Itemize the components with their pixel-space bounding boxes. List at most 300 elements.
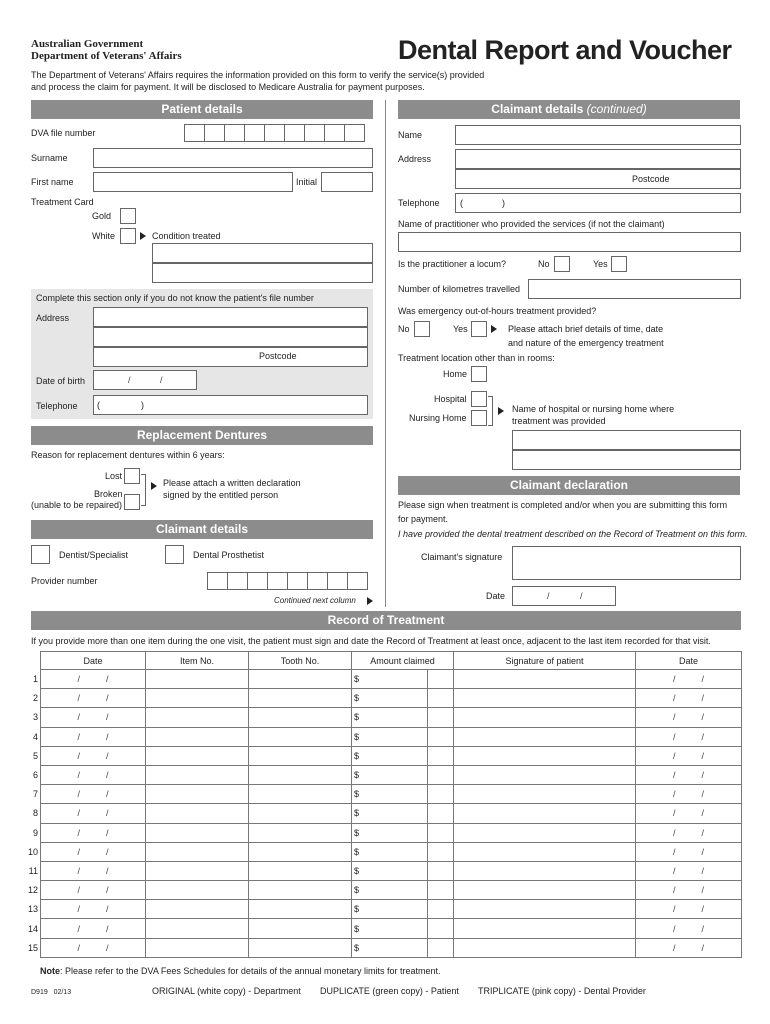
cents-cell[interactable]	[428, 842, 454, 861]
row-number: 6	[32, 770, 38, 780]
hosp-name-input-2[interactable]	[512, 450, 741, 470]
dentures-reason: Reason for replacement dentures within 6 years:	[31, 450, 225, 460]
cents-cell[interactable]	[428, 881, 454, 900]
provider-input[interactable]	[208, 572, 368, 590]
item-cell[interactable]	[146, 861, 249, 880]
locum-yes-label: Yes	[593, 259, 608, 269]
gov-line2: Department of Veterans' Affairs	[31, 50, 182, 62]
decl-date-label: Date	[486, 591, 506, 601]
dentures-attach-2: signed by the entitled person	[163, 490, 279, 500]
date-cell-2[interactable]	[636, 746, 742, 765]
dva-file-label: DVA file number	[31, 128, 96, 138]
broken-label: Broken	[94, 489, 123, 499]
claimant-cont-heading	[398, 100, 740, 119]
date-sep: /	[77, 865, 80, 876]
record-table	[40, 651, 742, 958]
amount-cell[interactable]	[352, 938, 428, 957]
cc-tel-open: (	[460, 198, 463, 208]
date-sep: /	[77, 808, 80, 819]
location-bracket	[488, 396, 493, 426]
declaration-italic: I have provided the dental treatment described on the Record of Treatment on this form.	[398, 529, 748, 539]
dollar-sign: $	[354, 750, 360, 761]
table-row	[41, 804, 742, 823]
cents-cell[interactable]	[428, 765, 454, 784]
signature-cell[interactable]	[454, 881, 636, 900]
cc-address-label: Address	[398, 154, 432, 164]
tooth-cell[interactable]	[249, 919, 352, 938]
date-sep: /	[77, 789, 80, 800]
white-checkbox[interactable]	[120, 228, 136, 244]
practitioner-input[interactable]	[398, 232, 741, 252]
signature-cell[interactable]	[454, 804, 636, 823]
tooth-cell[interactable]	[249, 670, 352, 689]
date-sep: /	[77, 712, 80, 723]
signature-cell[interactable]	[454, 765, 636, 784]
date-sep: /	[672, 750, 676, 761]
em-no-label: No	[398, 324, 410, 334]
amount-cell[interactable]	[352, 842, 428, 861]
date-cell[interactable]	[41, 842, 146, 861]
lost-checkbox[interactable]	[124, 468, 140, 484]
date-cell-2[interactable]	[636, 689, 742, 708]
decl-date-input[interactable]	[512, 586, 616, 606]
dollar-sign: $	[354, 846, 360, 857]
date-sep: /	[106, 731, 109, 742]
signature-label: Claimant's signature	[421, 552, 503, 562]
item-cell[interactable]	[146, 804, 249, 823]
em-yes-checkbox[interactable]	[471, 321, 487, 337]
gold-label: Gold	[92, 211, 112, 221]
em-attach-2: and nature of the emergency treatment	[508, 338, 664, 348]
white-label: White	[92, 231, 116, 241]
date-cell[interactable]	[41, 823, 146, 842]
signature-input[interactable]	[512, 546, 741, 580]
initial-label: Initial	[296, 177, 318, 187]
date-sep: /	[701, 693, 705, 704]
intro-line1: The Department of Veterans' Affairs requires the information provided on this form to verify the service(s) provided	[31, 70, 485, 80]
signature-cell[interactable]	[454, 861, 636, 880]
item-cell[interactable]	[146, 842, 249, 861]
continued-label: Continued next column	[274, 596, 356, 605]
item-cell[interactable]	[146, 938, 249, 957]
condition-input-2[interactable]	[152, 263, 373, 283]
date-sep: /	[672, 885, 676, 896]
row-number: 11	[28, 866, 38, 876]
cents-cell[interactable]	[428, 861, 454, 880]
date-sep: /	[672, 674, 676, 685]
date-cell-2[interactable]	[636, 842, 742, 861]
row-number: 2	[32, 693, 38, 704]
cents-cell[interactable]	[428, 746, 454, 765]
date-sep: /	[106, 904, 109, 915]
dollar-sign: $	[354, 712, 360, 723]
amount-cell[interactable]	[352, 785, 428, 804]
date-cell[interactable]	[41, 765, 146, 784]
arrow-icon	[498, 407, 504, 415]
arrow-icon	[367, 597, 373, 605]
date-sep: /	[106, 923, 109, 934]
patient-telephone-input[interactable]	[93, 395, 368, 415]
item-cell[interactable]	[146, 881, 249, 900]
table-row	[41, 823, 742, 842]
dollar-sign: $	[354, 885, 360, 896]
condition-input-1[interactable]	[152, 243, 373, 263]
amount-cell[interactable]	[352, 823, 428, 842]
dollar-sign: $	[354, 693, 360, 704]
dentist-label: Dentist/Specialist	[59, 550, 129, 560]
table-row	[41, 765, 742, 784]
item-cell[interactable]	[146, 919, 249, 938]
decl-date-sep-2: /	[580, 591, 583, 601]
date-cell[interactable]	[41, 785, 146, 804]
cents-cell[interactable]	[428, 670, 454, 689]
tel-open: (	[97, 400, 100, 410]
dollar-sign: $	[354, 865, 360, 876]
row-number: 7	[32, 789, 38, 800]
row-number: 1	[32, 674, 38, 684]
date-cell-2[interactable]	[636, 785, 742, 804]
cents-cell[interactable]	[428, 689, 454, 708]
row-number: 4	[32, 731, 38, 742]
gov-line1: Australian Government	[31, 38, 144, 50]
row-number: 10	[27, 846, 38, 857]
date-sep: /	[701, 904, 705, 915]
row-number: 8	[32, 808, 38, 819]
patient-details-heading: Patient details	[31, 100, 373, 119]
prosthetist-label: Dental Prosthetist	[193, 550, 265, 560]
item-cell[interactable]	[146, 823, 249, 842]
address-input-1[interactable]	[93, 307, 368, 327]
tooth-cell[interactable]	[249, 823, 352, 842]
decl-date-sep-1: /	[547, 591, 550, 601]
arrow-icon	[491, 325, 497, 333]
col-item: Item No.	[146, 652, 249, 670]
gold-checkbox[interactable]	[120, 208, 136, 224]
amount-cell[interactable]	[352, 900, 428, 919]
signature-cell[interactable]	[454, 689, 636, 708]
date-cell-2[interactable]	[636, 670, 742, 689]
km-input[interactable]	[528, 279, 741, 299]
row-number: 5	[32, 750, 38, 761]
surname-label: Surname	[31, 153, 68, 163]
date-sep: /	[672, 789, 676, 800]
amount-cell[interactable]	[352, 708, 428, 727]
dva-file-input[interactable]	[185, 124, 365, 142]
date-cell-2[interactable]	[636, 727, 742, 746]
col-signature: Signature of patient	[454, 652, 636, 670]
condition-label: Condition treated	[152, 231, 221, 241]
row-number: 14	[27, 923, 38, 934]
date-sep: /	[106, 865, 109, 876]
complete-note: Complete this section only if you do not know the patient's file number	[36, 293, 314, 303]
locum-yes-checkbox[interactable]	[611, 256, 627, 272]
date-sep: /	[701, 808, 705, 819]
date-cell-2[interactable]	[636, 919, 742, 938]
date-sep: /	[106, 789, 109, 800]
broken-checkbox[interactable]	[124, 494, 140, 510]
cents-cell[interactable]	[428, 727, 454, 746]
item-cell[interactable]	[146, 765, 249, 784]
amount-cell[interactable]	[352, 689, 428, 708]
date-cell-2[interactable]	[636, 861, 742, 880]
date-sep: /	[701, 846, 705, 857]
location-label: Treatment location other than in rooms:	[398, 353, 555, 363]
date-cell-2[interactable]	[636, 708, 742, 727]
signature-cell[interactable]	[454, 708, 636, 727]
hosp-name-input-1[interactable]	[512, 430, 741, 450]
home-checkbox[interactable]	[471, 366, 487, 382]
copy-original: ORIGINAL (white copy) - Department	[152, 986, 301, 996]
date-sep: /	[106, 846, 109, 857]
claimant-cont-heading-text: Claimant details	[491, 102, 584, 116]
date-sep: /	[77, 904, 80, 915]
tooth-cell[interactable]	[249, 881, 352, 900]
cents-cell[interactable]	[428, 823, 454, 842]
tooth-cell[interactable]	[249, 842, 352, 861]
cents-cell[interactable]	[428, 919, 454, 938]
arrow-icon	[140, 232, 146, 240]
date-cell[interactable]	[41, 861, 146, 880]
amount-cell[interactable]	[352, 861, 428, 880]
date-sep: /	[672, 712, 676, 723]
tooth-cell[interactable]	[249, 727, 352, 746]
date-sep: /	[77, 770, 80, 781]
table-row	[41, 900, 742, 919]
date-sep: /	[672, 865, 676, 876]
dob-input[interactable]	[93, 370, 197, 390]
copy-triplicate: TRIPLICATE (pink copy) - Dental Provider	[478, 986, 646, 996]
table-row	[41, 727, 742, 746]
col-date-2: Date	[636, 652, 742, 670]
date-sep: /	[77, 731, 80, 742]
date-cell[interactable]	[41, 708, 146, 727]
tooth-cell[interactable]	[249, 804, 352, 823]
em-attach-1: Please attach brief details of time, date	[508, 324, 664, 334]
signature-cell[interactable]	[454, 900, 636, 919]
nursing-checkbox[interactable]	[471, 410, 487, 426]
page-title: Dental Report and Voucher	[398, 35, 732, 65]
tooth-cell[interactable]	[249, 861, 352, 880]
tooth-cell[interactable]	[249, 785, 352, 804]
signature-cell[interactable]	[454, 842, 636, 861]
signature-cell[interactable]	[454, 727, 636, 746]
date-cell[interactable]	[41, 900, 146, 919]
table-row	[41, 670, 742, 689]
row-number: 15	[27, 942, 38, 953]
date-sep: /	[106, 885, 109, 896]
tooth-cell[interactable]	[249, 708, 352, 727]
col-date: Date	[41, 652, 146, 670]
locum-no-label: No	[538, 259, 550, 269]
cents-cell[interactable]	[428, 938, 454, 957]
table-row	[41, 938, 742, 957]
declaration-heading: Claimant declaration	[398, 476, 740, 495]
dentures-bracket	[141, 474, 146, 506]
date-sep: /	[701, 827, 705, 838]
col-tooth: Tooth No.	[249, 652, 352, 670]
hosp-name-1: Name of hospital or nursing home where	[512, 404, 675, 414]
cc-address-input-2[interactable]	[455, 169, 741, 189]
date-sep: /	[77, 846, 80, 857]
dollar-sign: $	[354, 904, 360, 915]
amount-cell[interactable]	[352, 765, 428, 784]
date-cell[interactable]	[41, 804, 146, 823]
date-sep: /	[106, 674, 109, 685]
date-cell[interactable]	[41, 881, 146, 900]
dollar-sign: $	[354, 674, 360, 685]
em-yes-label: Yes	[453, 324, 468, 334]
date-cell[interactable]	[41, 938, 146, 957]
cents-cell[interactable]	[428, 900, 454, 919]
cents-cell[interactable]	[428, 785, 454, 804]
date-sep: /	[77, 750, 80, 761]
date-cell-2[interactable]	[636, 823, 742, 842]
date-sep: /	[106, 712, 109, 723]
date-sep: /	[701, 942, 705, 953]
table-row	[41, 708, 742, 727]
date-sep: /	[701, 789, 705, 800]
signature-cell[interactable]	[454, 823, 636, 842]
row-number: 3	[32, 712, 38, 723]
table-row	[41, 842, 742, 861]
item-cell[interactable]	[146, 785, 249, 804]
date-sep: /	[106, 770, 109, 781]
item-cell[interactable]	[146, 689, 249, 708]
form-code: D919 02/13	[31, 989, 72, 996]
cents-cell[interactable]	[428, 804, 454, 823]
cc-address-input-1[interactable]	[455, 149, 741, 169]
tooth-cell[interactable]	[249, 900, 352, 919]
tooth-cell[interactable]	[249, 765, 352, 784]
cc-name-label: Name	[398, 130, 423, 140]
address-label: Address	[36, 313, 70, 323]
table-row	[41, 785, 742, 804]
initial-input[interactable]	[321, 172, 373, 192]
dollar-sign: $	[354, 770, 360, 781]
prosthetist-checkbox[interactable]	[165, 545, 184, 564]
first-name-input[interactable]	[93, 172, 293, 192]
amount-cell[interactable]	[352, 881, 428, 900]
em-no-checkbox[interactable]	[414, 321, 430, 337]
amount-cell[interactable]	[352, 727, 428, 746]
date-cell-2[interactable]	[636, 804, 742, 823]
date-sep: /	[77, 674, 80, 685]
date-sep: /	[701, 750, 705, 761]
signature-cell[interactable]	[454, 785, 636, 804]
tooth-cell[interactable]	[249, 689, 352, 708]
amount-cell[interactable]	[352, 804, 428, 823]
table-row	[41, 861, 742, 880]
patient-telephone-label: Telephone	[36, 401, 78, 411]
lost-label: Lost	[105, 471, 123, 481]
hospital-checkbox[interactable]	[471, 391, 487, 407]
signature-cell[interactable]	[454, 938, 636, 957]
claimant-details-heading: Claimant details	[31, 520, 373, 539]
column-divider	[385, 100, 386, 607]
date-sep: /	[701, 712, 705, 723]
signature-cell[interactable]	[454, 670, 636, 689]
date-sep: /	[77, 693, 80, 704]
date-sep: /	[701, 923, 705, 934]
date-sep: /	[672, 846, 676, 857]
dentures-attach-1: Please attach a written declaration	[163, 478, 301, 488]
note-bold: Note	[40, 966, 60, 976]
date-sep: /	[672, 731, 676, 742]
date-sep: /	[77, 923, 80, 934]
dentures-heading: Replacement Dentures	[31, 426, 373, 445]
table-row	[41, 746, 742, 765]
date-cell-2[interactable]	[636, 900, 742, 919]
practitioner-label: Name of practitioner who provided the services (if not the claimant)	[398, 219, 665, 229]
date-cell-2[interactable]	[636, 881, 742, 900]
tooth-cell[interactable]	[249, 746, 352, 765]
record-note: If you provide more than one item during the one visit, the patient must sign and date the Record of Treatment at least once, adjacent to the last item recorded for that visit.	[31, 636, 711, 646]
date-cell-2[interactable]	[636, 765, 742, 784]
postcode-label: Postcode	[259, 351, 297, 361]
intro-line2: and process the claim for payment. It will be disclosed to Medicare Australia for payment purposes.	[31, 82, 425, 92]
date-cell[interactable]	[41, 670, 146, 689]
cc-name-input[interactable]	[455, 125, 741, 145]
row-number: 13	[27, 904, 38, 915]
date-cell[interactable]	[41, 919, 146, 938]
broken-note: (unable to be repaired)	[31, 500, 123, 510]
locum-label: Is the practitioner a locum?	[398, 259, 507, 269]
amount-cell[interactable]	[352, 919, 428, 938]
item-cell[interactable]	[146, 900, 249, 919]
amount-cell[interactable]	[352, 746, 428, 765]
date-sep: /	[701, 885, 705, 896]
dentist-checkbox[interactable]	[31, 545, 50, 564]
date-cell[interactable]	[41, 689, 146, 708]
cc-telephone-input[interactable]	[455, 193, 741, 213]
address-input-2[interactable]	[93, 327, 368, 347]
arrow-icon	[151, 482, 157, 490]
locum-no-checkbox[interactable]	[554, 256, 570, 272]
date-cell[interactable]	[41, 727, 146, 746]
date-sep: /	[106, 808, 109, 819]
tooth-cell[interactable]	[249, 938, 352, 957]
item-cell[interactable]	[146, 727, 249, 746]
treatment-card-label: Treatment Card	[31, 197, 94, 207]
surname-input[interactable]	[93, 148, 373, 168]
item-cell[interactable]	[146, 708, 249, 727]
item-cell[interactable]	[146, 670, 249, 689]
dollar-sign: $	[354, 923, 360, 934]
dollar-sign: $	[354, 827, 360, 838]
declaration-line2: for payment.	[398, 514, 449, 524]
dob-sep-1: /	[128, 375, 131, 385]
col-amount: Amount claimed	[352, 652, 454, 670]
date-cell[interactable]	[41, 746, 146, 765]
date-sep: /	[672, 770, 676, 781]
declaration-line1: Please sign when treatment is completed and/or when you are submitting this form	[398, 500, 728, 510]
dollar-sign: $	[354, 808, 360, 819]
date-cell-2[interactable]	[636, 938, 742, 957]
signature-cell[interactable]	[454, 746, 636, 765]
address-input-3[interactable]	[93, 347, 368, 367]
row-number: 9	[32, 827, 38, 838]
date-sep: /	[106, 750, 109, 761]
date-sep: /	[672, 942, 676, 953]
signature-cell[interactable]	[454, 919, 636, 938]
emergency-label: Was emergency out-of-hours treatment provided?	[398, 306, 597, 316]
record-heading: Record of Treatment	[31, 611, 741, 630]
item-cell[interactable]	[146, 746, 249, 765]
amount-cell[interactable]	[352, 670, 428, 689]
continued-suffix: (continued)	[586, 102, 647, 116]
date-sep: /	[106, 693, 109, 704]
cents-cell[interactable]	[428, 708, 454, 727]
